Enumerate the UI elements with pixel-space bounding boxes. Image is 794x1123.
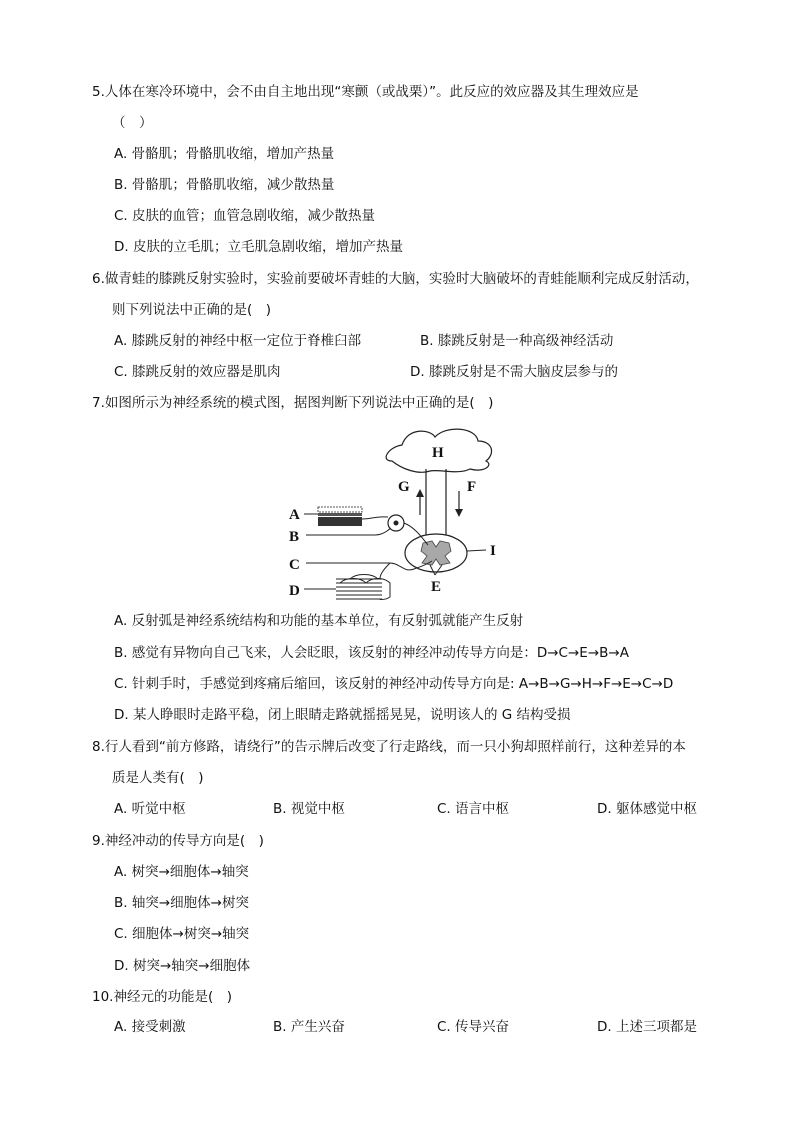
question-5-answer-bracket: （ ） — [112, 115, 153, 131]
question-8-option-c: C. 语言中枢 — [437, 801, 510, 817]
effector-muscle — [336, 575, 390, 600]
label-c: C — [289, 557, 300, 573]
question-7-option-a: A. 反射弧是神经系统结构和功能的基本单位，有反射弧就能产生反射 — [114, 613, 524, 629]
label-a: A — [289, 507, 300, 523]
question-5-stem: 5.人体在寒冷环境中，会不由自主地出现“寒颤（或战栗）”。此反应的效应器及其生理效应是 — [92, 84, 639, 100]
question-8-option-a: A. 听觉中枢 — [114, 801, 186, 817]
question-6-stem-continued: 则下列说法中正确的是( ) — [112, 302, 272, 318]
nervous-system-diagram — [280, 423, 520, 603]
down-arrow-icon — [455, 509, 463, 517]
question-6-stem: 6.做青蛙的膝跳反射实验时，实验前要破坏青蛙的大脑，实验时大脑破坏的青蛙能顺利完成反射活动， — [92, 271, 699, 287]
question-9-option-c: C. 细胞体→树突→轴突 — [114, 926, 250, 942]
question-5-option-a: A. 骨骼肌；骨骼肌收缩，增加产热量 — [114, 146, 335, 162]
question-10-option-a: A. 接受刺激 — [114, 1019, 186, 1035]
label-d: D — [289, 583, 300, 599]
question-7-option-d: D. 某人睁眼时走路平稳，闭上眼睛走路就摇摇晃晃，说明该人的 G 结构受损 — [114, 707, 571, 723]
question-7-option-b: B. 感觉有异物向自己飞来，人会眨眼，该反射的神经冲动传导方向是：D→C→E→B→A — [114, 645, 629, 661]
question-9-option-b: B. 轴突→细胞体→树突 — [114, 895, 249, 911]
question-10-stem: 10.神经元的功能是( ) — [92, 989, 233, 1005]
label-f: F — [467, 479, 477, 495]
receptor-skin — [318, 507, 362, 512]
question-10-option-c: C. 传导兴奋 — [437, 1019, 510, 1035]
question-7-stem: 7.如图所示为神经系统的模式图，据图判断下列说法中正确的是( ) — [92, 395, 494, 411]
label-i: I — [490, 543, 496, 559]
question-8-stem: 8.行人看到“前方修路，请绕行”的告示牌后改变了行走路线，而一只小狗却照样前行，这种差异的本 — [92, 739, 686, 755]
question-8-option-d: D. 躯体感觉中枢 — [597, 801, 697, 817]
question-6-option-a: A. 膝跳反射的神经中枢一定位于脊椎臼部 — [114, 333, 362, 349]
question-8-stem-continued: 质是人类有( ) — [112, 770, 204, 786]
label-e: E — [431, 579, 442, 595]
label-g: G — [398, 479, 410, 495]
question-8-option-b: B. 视觉中枢 — [273, 801, 345, 817]
label-b: B — [289, 529, 300, 545]
up-arrow-icon — [416, 489, 424, 497]
question-9-option-d: D. 树突→轴突→细胞体 — [114, 958, 251, 974]
label-h: H — [432, 445, 444, 461]
question-7-option-c: C. 针刺手时，手感觉到疼痛后缩回，该反射的神经冲动传导方向是: A→B→G→H→F→E→C→D — [114, 676, 674, 692]
question-5-option-b: B. 骨骼肌；骨骼肌收缩，减少散热量 — [114, 177, 335, 193]
question-10-option-b: B. 产生兴奋 — [273, 1019, 345, 1035]
question-6-option-b: B. 膝跳反射是一种高级神经活动 — [420, 333, 614, 349]
question-5-option-c: C. 皮肤的血管；血管急剧收缩，减少散热量 — [114, 208, 376, 224]
label-i-leader — [467, 550, 486, 551]
question-6-option-d: D. 膝跳反射是不需大脑皮层参与的 — [410, 364, 618, 380]
question-5-option-d: D. 皮肤的立毛肌；立毛肌急剧收缩，增加产热量 — [114, 239, 403, 255]
question-10-option-d: D. 上述三项都是 — [597, 1019, 697, 1035]
question-9-option-a: A. 树突→细胞体→轴突 — [114, 864, 249, 880]
question-6-option-c: C. 膝跳反射的效应器是肌肉 — [114, 364, 281, 380]
sensory-nerve — [362, 517, 388, 519]
question-9-stem: 9.神经冲动的传导方向是( ) — [92, 833, 264, 849]
